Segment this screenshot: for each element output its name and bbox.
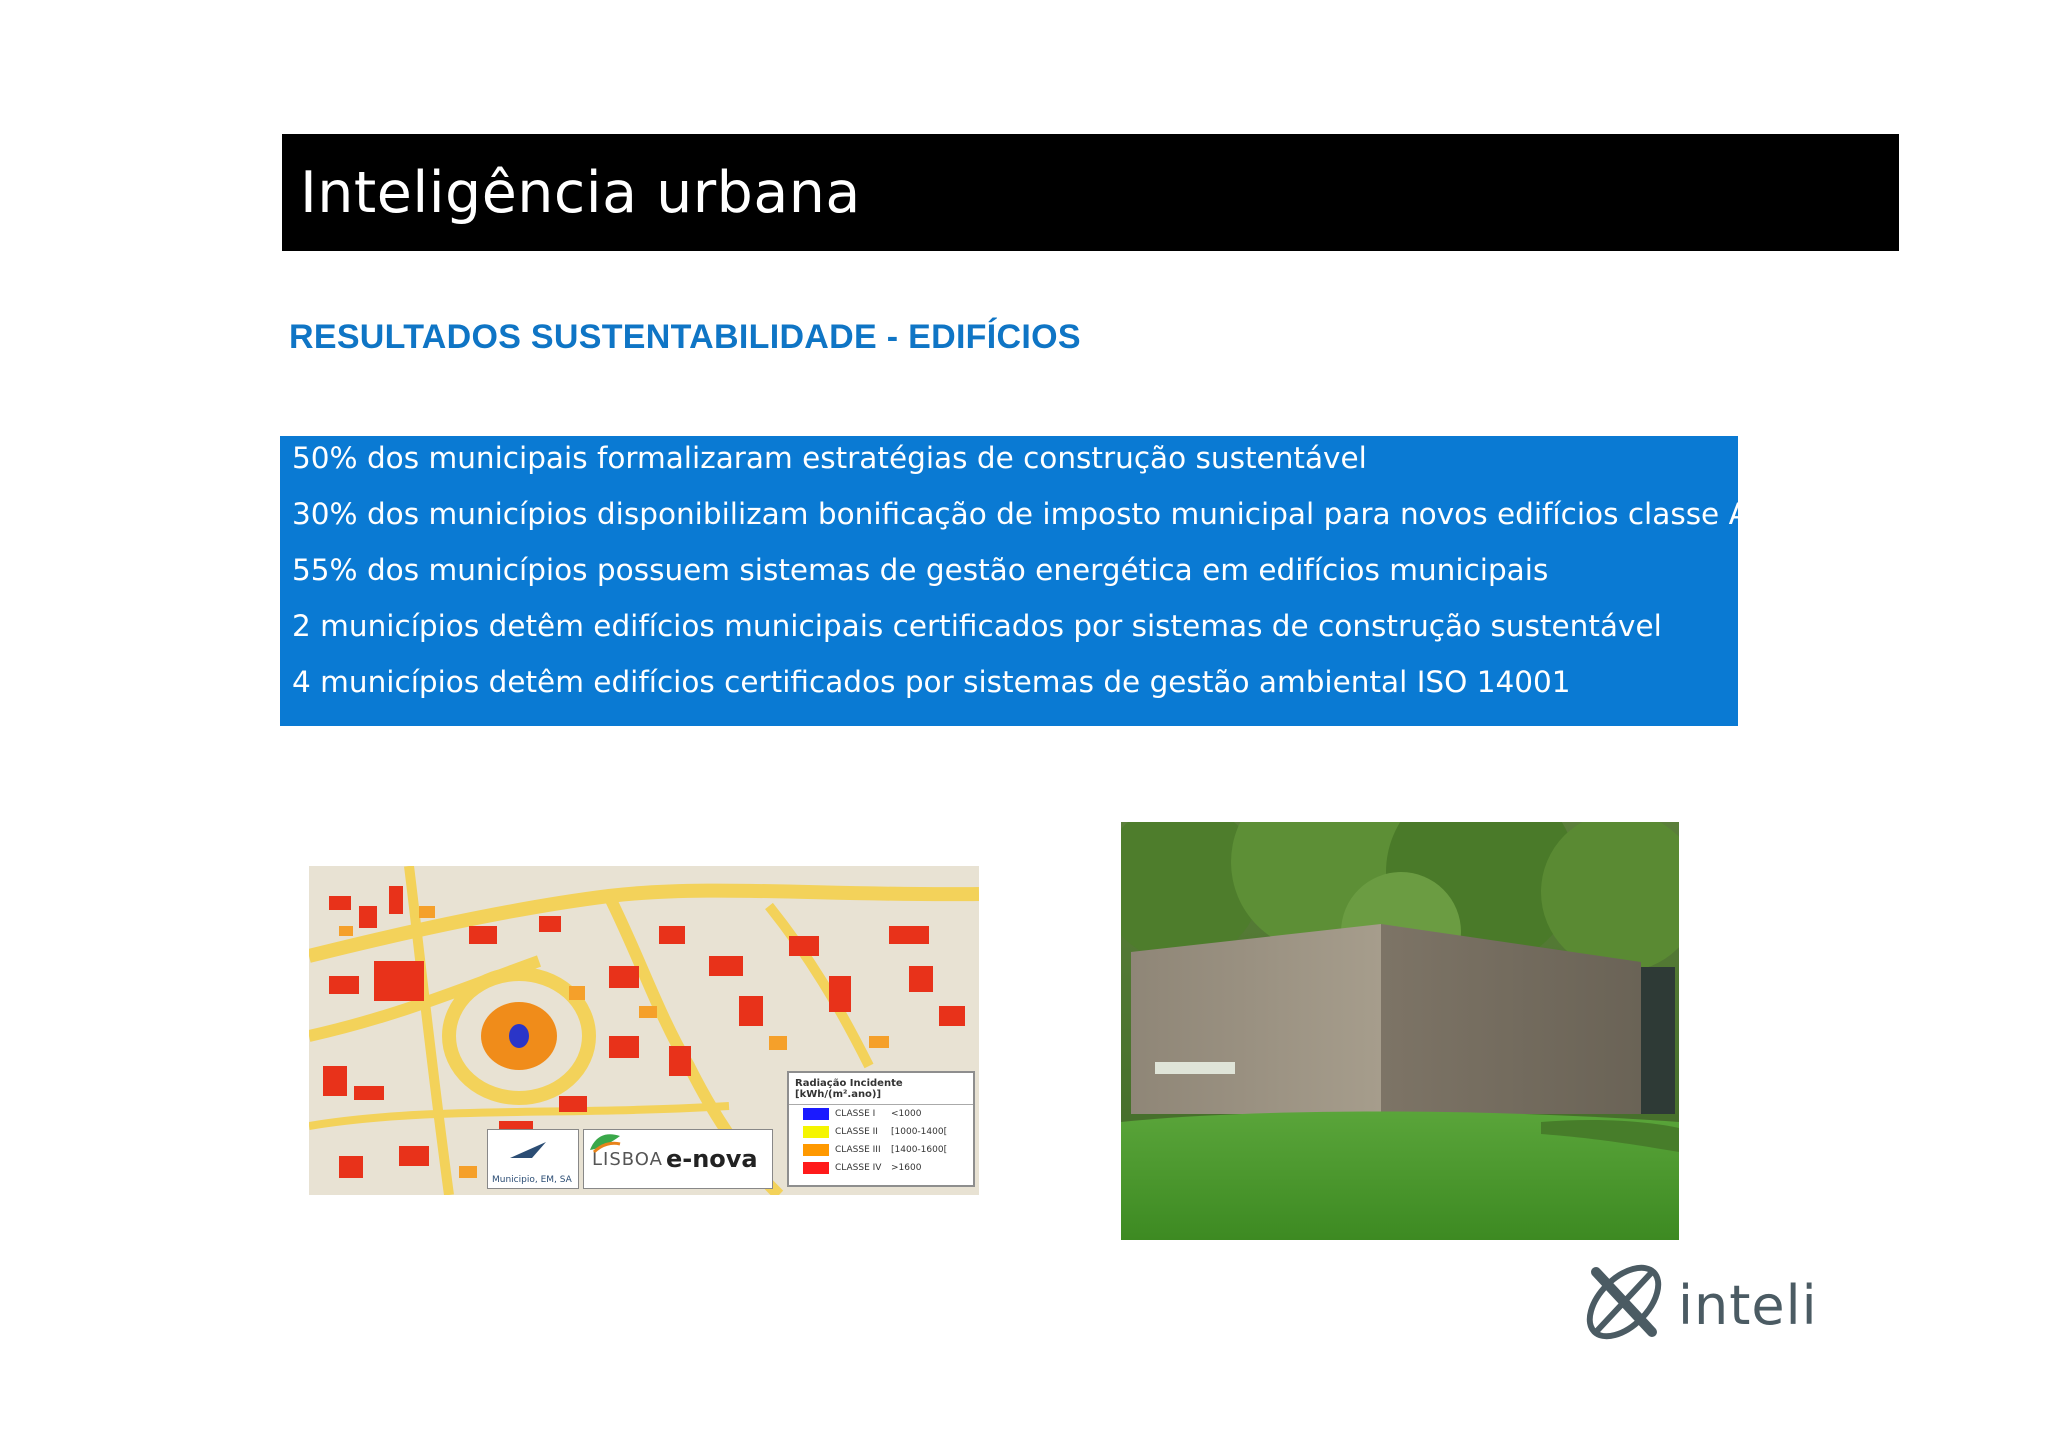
legend-range: [1000-1400[	[891, 1127, 948, 1137]
legend-range: [1400-1600[	[891, 1145, 948, 1155]
cork-building-photo	[1121, 822, 1679, 1240]
legend-class: CLASSE I	[835, 1109, 876, 1119]
slide-title: Inteligência urbana	[300, 159, 861, 226]
municipio-logo-caption: Municipio, EM, SA	[492, 1175, 572, 1185]
legend-swatch	[803, 1144, 829, 1156]
legend-class: CLASSE III	[835, 1145, 881, 1155]
legend-range: >1600	[891, 1163, 922, 1173]
legend-swatch	[803, 1126, 829, 1138]
inteli-logo	[1576, 1256, 1820, 1346]
solar-radiation-map	[309, 866, 979, 1195]
legend-row	[789, 1105, 973, 1123]
lisboa-enova-logo	[583, 1129, 773, 1189]
municipio-logo	[487, 1129, 579, 1189]
title-bar	[282, 134, 1899, 251]
legend-row	[789, 1123, 973, 1141]
result-item: 55% dos municípios possuem sistemas de gestão energética em edifícios municipais	[292, 553, 1549, 587]
enova-leaf-icon	[588, 1130, 622, 1154]
result-item: 4 municípios detêm edifícios certificados por sistemas de gestão ambiental ISO 14001	[292, 665, 1571, 699]
results-box	[280, 436, 1831, 726]
building-illustration	[1121, 822, 1679, 1240]
legend-row	[789, 1141, 973, 1159]
section-heading: RESULTADOS SUSTENTABILIDADE - EDIFÍCIOS	[289, 318, 1081, 356]
inteli-logo-text: inteli	[1678, 1274, 1818, 1337]
result-item: 2 municípios detêm edifícios municipais certificados por sistemas de construção sustentável	[292, 609, 1662, 643]
municipio-logo-icon	[508, 1138, 548, 1162]
map-legend	[787, 1071, 975, 1187]
legend-row	[789, 1159, 973, 1177]
legend-class: CLASSE IV	[835, 1163, 882, 1173]
inteli-logo-icon	[1576, 1256, 1676, 1346]
legend-title: Radiação Incidente [kWh/(m².ano)]	[789, 1073, 973, 1105]
lisboa-text: LISBOA	[592, 1148, 663, 1170]
enova-text: e-nova	[665, 1145, 758, 1173]
result-item: 50% dos municipais formalizaram estratégias de construção sustentável	[292, 441, 1367, 475]
legend-swatch	[803, 1108, 829, 1120]
legend-swatch	[803, 1162, 829, 1174]
result-item: 30% dos municípios disponibilizam bonificação de imposto municipal para novos edifícios classe A e A+	[292, 497, 1831, 531]
legend-class: CLASSE II	[835, 1127, 878, 1137]
legend-range: <1000	[891, 1109, 922, 1119]
